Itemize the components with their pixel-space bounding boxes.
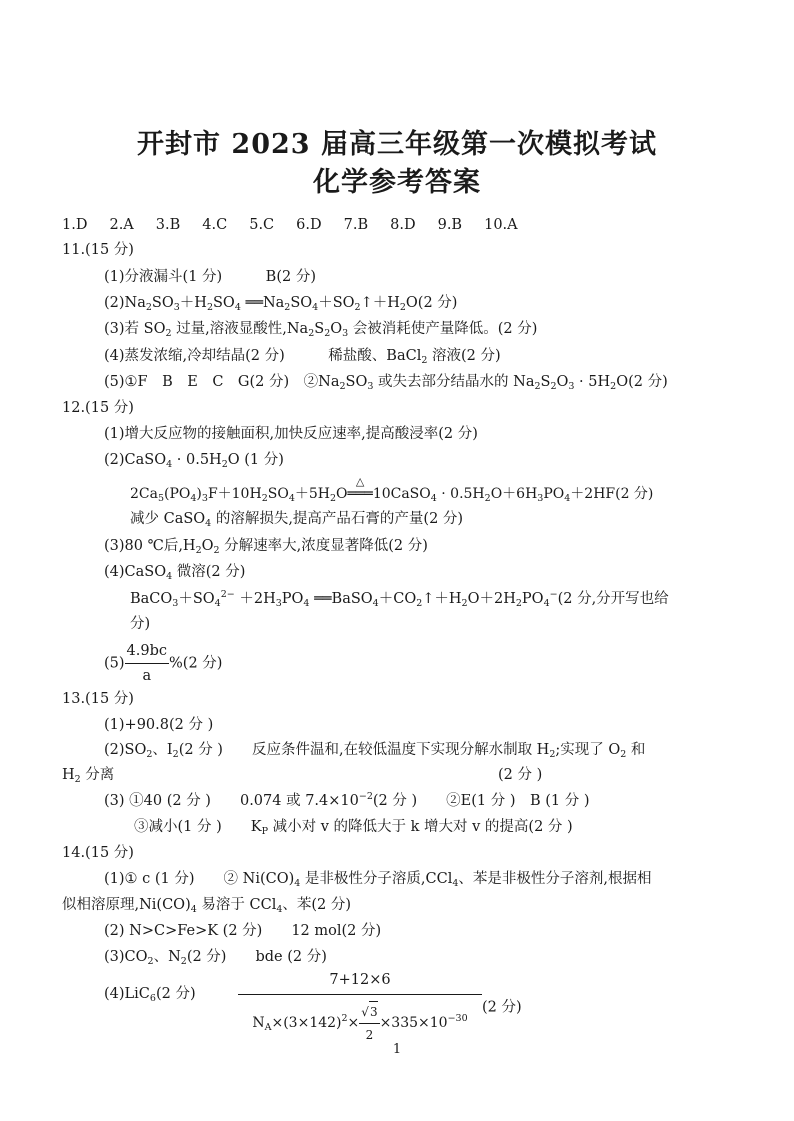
mc-answer-4: 4.C	[202, 217, 228, 233]
q14-line-4-fraction: 7+12×6 $N_A\times(3\times 142)^2\times$ $\frac{√3}{2}$ $\times 335\times 10^{-30}$ (2 分)	[238, 970, 522, 1045]
q12-line-2-note: 减少 CaSO$_4$ 的溶解损失,提高产品石膏的产量(2 分)	[130, 511, 464, 529]
q12-line-4-equation: $BaCO_3+SO_4^{2-} +2H_3PO_4$ $══BaSO_4+CO_2↑+H_2O+2H_2PO_4^-(2$ 分,分开写也给	[130, 589, 669, 609]
mc-answers	[62, 216, 540, 234]
mc-answer-3: 3.B	[155, 217, 181, 233]
q11-line-2: $(2)Na_2SO_3+H_2SO_4$ $══Na_2SO_4+SO_2↑+H_2O(2$ 分)	[104, 295, 458, 313]
density-fraction: 7+12×6 $N_A\times(3\times 142)^2\times$ $\frac{√3}{2}$ $\times 335\times 10^{-30}$	[238, 970, 482, 1045]
q14-line-3: $(3)CO_2$、$N_2(2$ 分) bde (2 分)	[104, 949, 327, 967]
q13-line-3: (3) ①40 (2 分 ) 0.074 或 $7.4\times 10^{-2}(2$ 分 ) ②E(1 分 ) B (1 分 )	[104, 791, 590, 809]
q11-line-4: (4)蒸发浓缩,冷却结晶(2 分) 稀盐酸、BaCl$_2$ 溶液(2 分)	[104, 348, 501, 366]
page-number: 1	[392, 1042, 402, 1057]
q14-heading: 14.(15 分)	[62, 845, 134, 861]
q12-fraction: $\frac{4.9bc}{a}$	[126, 643, 168, 684]
q11-line-1: (1)分液漏斗(1 分) B(2 分)	[104, 269, 316, 285]
q11-line-5: (5)①F B E C G(2 分) $②Na_2SO_3$ 或失去部分结晶水的 $Na_2S_2O_3 \cdot 5H_2O(2$ 分)	[104, 374, 668, 392]
mc-answer-8: 8.D	[390, 217, 416, 233]
mc-answer-10: 10.A	[484, 217, 518, 233]
q12-heading: 12.(15 分)	[62, 400, 134, 416]
q12-line-3: (3)80 ℃后$,H_2O_2$ 分解速率大,浓度显著降低(2 分)	[104, 538, 428, 556]
mc-answer-1: 1.D	[62, 217, 88, 233]
q12-line-4-cont: 分)	[130, 616, 151, 632]
q14-line-1-cont: 似相溶原理$,Ni(CO)_4$ 易溶于 CCl$_4$、苯(2 分)	[62, 897, 352, 915]
heat-condition: △ ═══	[347, 475, 373, 502]
page-title: 开封市 2023 届高三年级第一次模拟考试	[137, 129, 657, 160]
q12-line-2: (2)CaSO$_4$ · $0.5H_2O$ (1 分)	[104, 452, 284, 470]
q11-heading: 11.(15 分)	[62, 242, 134, 258]
mc-answer-7: 7.B	[343, 217, 369, 233]
q13-line-2-score: (2 分 )	[498, 767, 543, 783]
q13-line-1: (1)+90.8(2 分 )	[104, 717, 214, 733]
mc-answer-5: 5.C	[249, 217, 275, 233]
mc-answer-6: 6.D	[296, 217, 322, 233]
q13-line-2: $(2)SO_2$、$I_2(2$ 分 ) 反应条件温和,在较低温度下实现分解水制取 $H_2$;实现了 $O_2$ 和	[104, 742, 646, 760]
q14-line-1: (1)① c (1 分) ② $Ni(CO)_4$ 是非极性分子溶质,CCl$_4$、苯是非极性分子溶剂,根据相	[104, 871, 652, 889]
q12-line-1: (1)增大反应物的接触面积,加快反应速率,提高酸浸率(2 分)	[104, 426, 478, 442]
q13-line-2-cont: $H_2$ 分离	[62, 767, 115, 785]
q13-line-3-cont: ③减小(1 分 ) $K_P$ 减小对 v 的降低大于 k 增大对 v 的提高(2 分 )	[134, 819, 573, 837]
q12-line-4: (4)CaSO$_4$ 微溶(2 分)	[104, 564, 246, 582]
q11-line-3: (3)若 $SO_2$ 过量,溶液显酸性$,Na_2S_2O_3$ 会被消耗使产量降低。(2 分)	[104, 321, 538, 339]
q14-line-4: (4)LiC$_6$(2 分)	[104, 986, 196, 1004]
mc-answer-9: 9.B	[437, 217, 463, 233]
q14-line-2: (2) N>C>Fe>K (2 分) 12 mol(2 分)	[104, 923, 382, 939]
mc-answer-2: 2.A	[109, 217, 134, 233]
q12-line-2-equation: $2Ca_5(PO_4)_3F+10H_2SO_4+5H_2O$ △ ═══10CaSO$_4$ · $0.5H_2O+6H_3PO_4+2HF(2$ 分)	[130, 475, 654, 504]
q12-line-5: (5) $\frac{4.9bc}{a}$ %(2 分)	[104, 643, 223, 684]
q13-heading: 13.(15 分)	[62, 691, 134, 707]
page-subtitle: 化学参考答案	[313, 167, 481, 198]
